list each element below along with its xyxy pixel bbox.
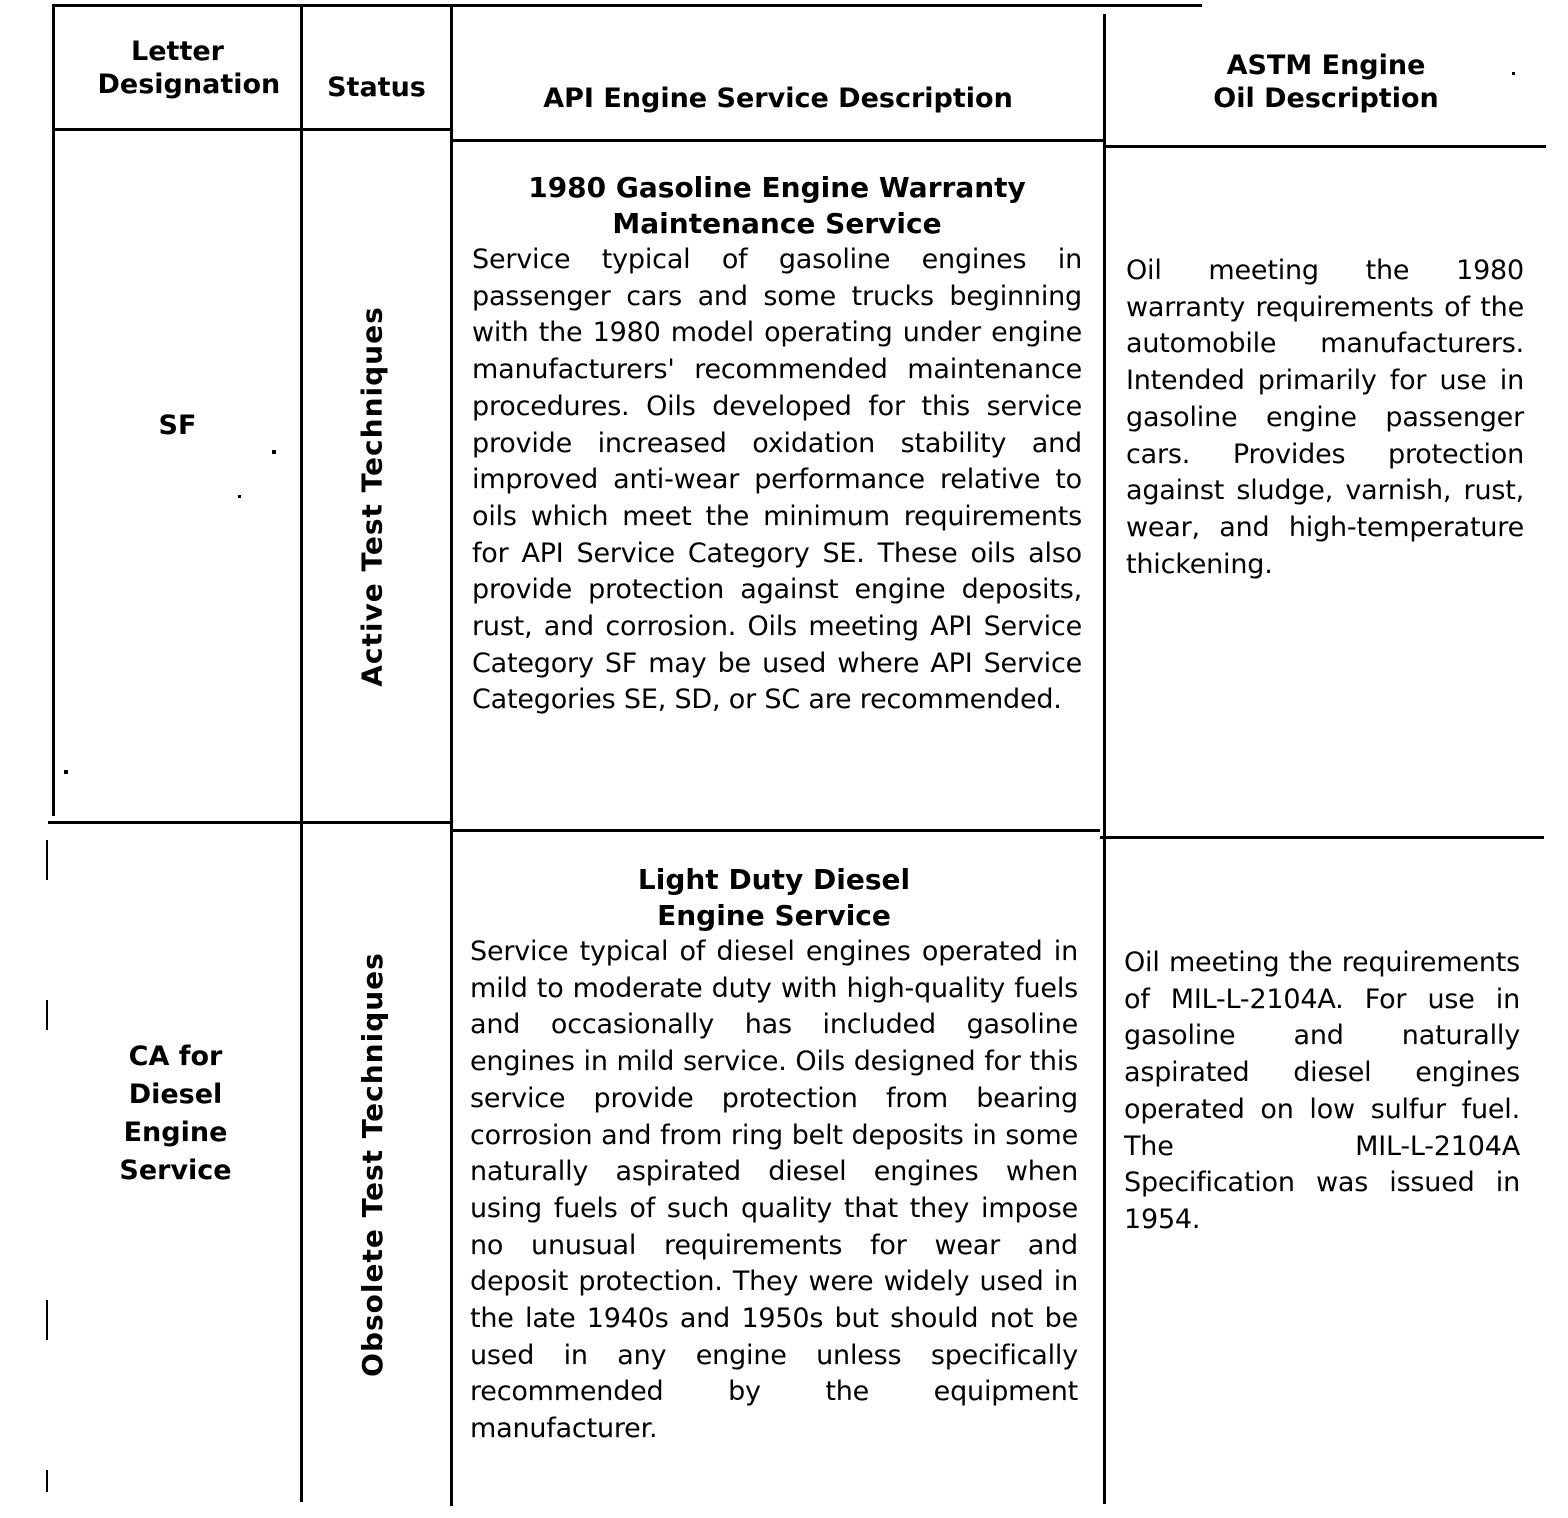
- header-api-description-text: API Engine Service Description: [543, 82, 1013, 114]
- header-api-description: [453, 7, 1103, 139]
- row-divider-astm: [1100, 836, 1544, 839]
- scan-speck: [46, 1300, 48, 1340]
- row-sf-astm-description: Oil meeting the 1980 warranty requirements of the automobile manufacturers. Intended primarily for use in gasoline engine passenger cars. Provides protection against sludge, varnish, rust, wear, and high-temperature thickening.: [1126, 255, 1524, 580]
- header-status-text: Status: [327, 72, 426, 103]
- row-divider-api: [450, 829, 1100, 832]
- row-sf-api-title: 1980 Gasoline Engine Warranty Maintenance Service: [528, 171, 1026, 240]
- row-sf-api-description: [472, 170, 1082, 719]
- row-ca-astm-description: Oil meeting the requirements of MIL-L-2104A. For use in gasoline and naturally aspirated diesel engines operated on low sulfur fuel. The MIL-L-2104A Specification was issued in 1954.: [1124, 947, 1520, 1235]
- row-ca-api-body: Service typical of diesel engines operated in mild to moderate duty with high-quality fuels and occasionally has included gasoline engines in mild service. Oils designed for this service provide protection from bearing corrosion and from ring belt deposits in some naturally aspirated diesel engines when using fuels of such quality that they impose no unusual requirements for wear and deposit protection. They were widely used in the late 1940s and 1950s but should not be used in any engine unless specifically recommended by the equipment manufacturer.: [470, 936, 1078, 1445]
- header-astm-description-text: ASTM Engine Oil Description: [1213, 49, 1439, 114]
- header-astm-description: [1106, 18, 1546, 145]
- row-ca-letter-text: CA for Diesel Engine Service: [119, 1041, 232, 1186]
- header-bottom-border-astm: [1106, 145, 1546, 148]
- header-letter-designation: [55, 7, 300, 128]
- scan-speck: [46, 840, 48, 880]
- row-sf-letter-text: SF: [158, 410, 197, 441]
- row-ca-status-text: Obsolete Test Techniques: [356, 951, 390, 1377]
- header-letter-designation-text: Letter Designation: [97, 35, 281, 100]
- column-divider-2: [450, 4, 453, 1506]
- row-ca-api-title: Light Duty Diesel Engine Service: [637, 863, 911, 932]
- scan-speck: [46, 1000, 48, 1030]
- row-sf-status: [303, 131, 450, 821]
- row-sf-status-text: Active Test Techniques: [356, 305, 390, 687]
- row-ca-status: [303, 824, 450, 1504]
- scan-speck: [64, 770, 68, 774]
- header-status: [303, 7, 450, 128]
- header-bottom-border-api: [452, 139, 1106, 142]
- row-sf-letter: [55, 131, 300, 721]
- column-divider-3: [1103, 14, 1106, 1504]
- row-ca-api-description: [470, 862, 1078, 1448]
- row-sf-api-body: Service typical of gasoline engines in passenger cars and some trucks beginning with the 1980 model operating under engine manufacturers' recommended maintenance procedures. Oils developed for this service provide increased oxidation stability and improved anti-wear performance relative to oils which meet the minimum requirements for API Service Category SE. These oils also provide protection against engine deposits, rust, and corrosion. Oils meeting API Service Category SF may be used where API Service Categories SE, SD, or SC are recommended.: [472, 244, 1082, 716]
- scan-speck: [46, 1470, 48, 1492]
- row-ca-letter: [51, 824, 300, 1404]
